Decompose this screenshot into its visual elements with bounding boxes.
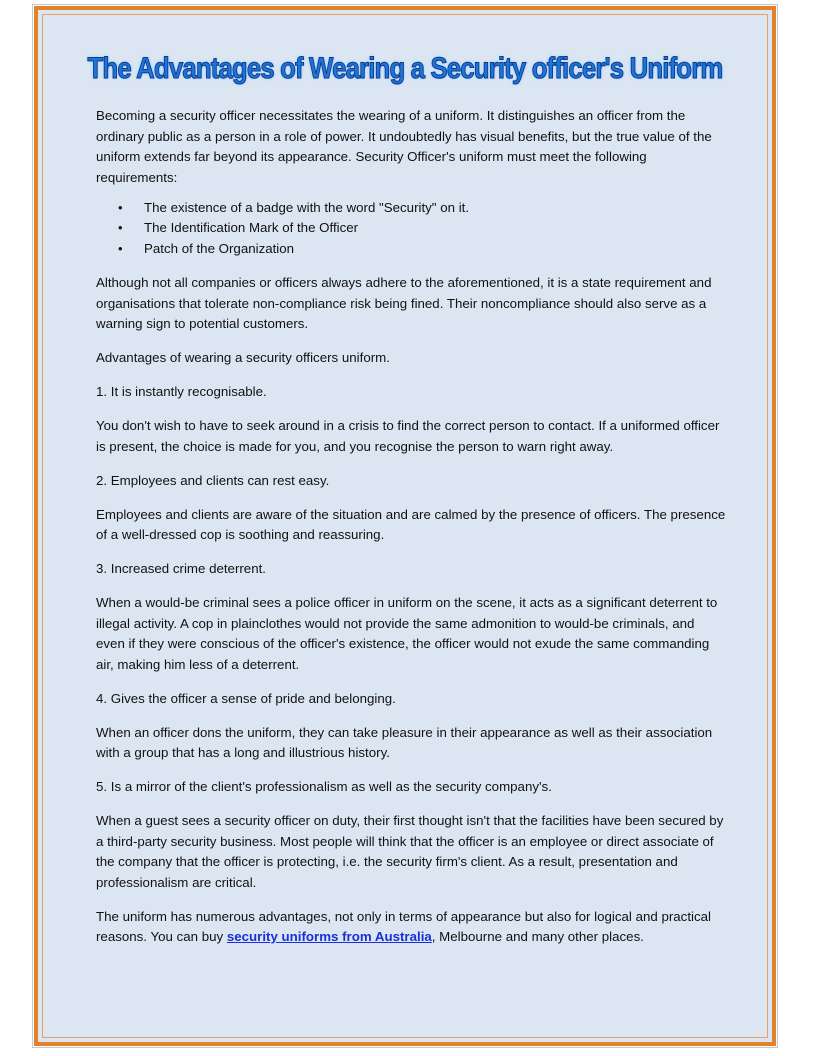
point-heading: 3. Increased crime deterrent.	[96, 561, 266, 576]
point-body: When an officer dons the uniform, they can take pleasure in their appearance as well as their association with a group that has a long and illustrious history.	[96, 724, 713, 760]
conclusion-text-end: , Melbourne and many other places.	[431, 929, 644, 944]
bullet-icon: •	[118, 240, 123, 256]
document-title: The Advantages of Wearing a Security officer's Uniform	[87, 52, 723, 85]
point-heading: 5. Is a mirror of the client's professionalism as well as the security company's.	[96, 779, 552, 794]
point-heading: 2. Employees and clients can rest easy.	[96, 472, 330, 488]
point-body: You don't wish to have to seek around in a crisis to find the correct person to contact. If a uniformed officer is present, the choice is made for you, and you recognise the person to warn right away.	[96, 418, 720, 454]
intro-paragraph: Becoming a security officer necessitates the wearing of a uniform. It distinguishes an officer from the ordinary public as a person in a role of power. It undoubtedly has visual benefits, but the true value of the uniform extends far beyond its appearance. Security Officer's uniform must meet the following requirements:	[96, 108, 712, 185]
document-body	[96, 106, 726, 961]
compliance-paragraph: Although not all companies or officers always adhere to the aforementioned, it is a state requirement and organisations that tolerate non-compliance risk being fined. Their noncompliance should also serve as a warning sign to potential customers.	[96, 275, 712, 331]
point-body: When a would-be criminal sees a police officer in uniform on the scene, it acts as a significant deterrent to illegal activity. A cop in plainclothes would not provide the same admonition to would-be criminals, and even if they were conscious of the officer's existence, the officer would not exude the same commanding air, making him less of a deterrent.	[96, 595, 718, 672]
security-uniforms-link[interactable]: security uniforms from Australia	[226, 929, 432, 944]
point-body: When a guest sees a security officer on duty, their first thought isn't that the facilities have been secured by a third-party security business. Most people will think that the officer is an employee or direct associate of the company that the officer is protecting, i.e. the security firm's client. As a result, presentation and professionalism are critical.	[96, 813, 724, 890]
point-heading: 1. It is instantly recognisable.	[96, 384, 267, 399]
list-item	[96, 218, 726, 239]
list-item-text: Patch of the Organization	[144, 240, 295, 256]
conclusion-paragraph	[96, 907, 726, 948]
conclusion-text-start: The uniform has numerous advantages, not only in terms of appearance but also for logical and practical reasons. You can buy	[96, 908, 711, 944]
list-item	[96, 239, 726, 260]
point-body: Employees and clients are aware of the situation and are calmed by the presence of officers. The presence of a well-dressed cop is soothing and reassuring.	[96, 506, 726, 542]
list-item-text: The existence of a badge with the word "Security" on it.	[144, 199, 470, 215]
bullet-icon: •	[118, 199, 123, 215]
advantages-heading: Advantages of wearing a security officers uniform.	[96, 350, 390, 365]
point-heading: 4. Gives the officer a sense of pride and belonging.	[96, 690, 396, 706]
bullet-icon: •	[118, 220, 123, 235]
list-item	[96, 198, 726, 219]
requirements-list	[96, 198, 726, 260]
list-item-text: The Identification Mark of the Officer	[144, 220, 359, 235]
